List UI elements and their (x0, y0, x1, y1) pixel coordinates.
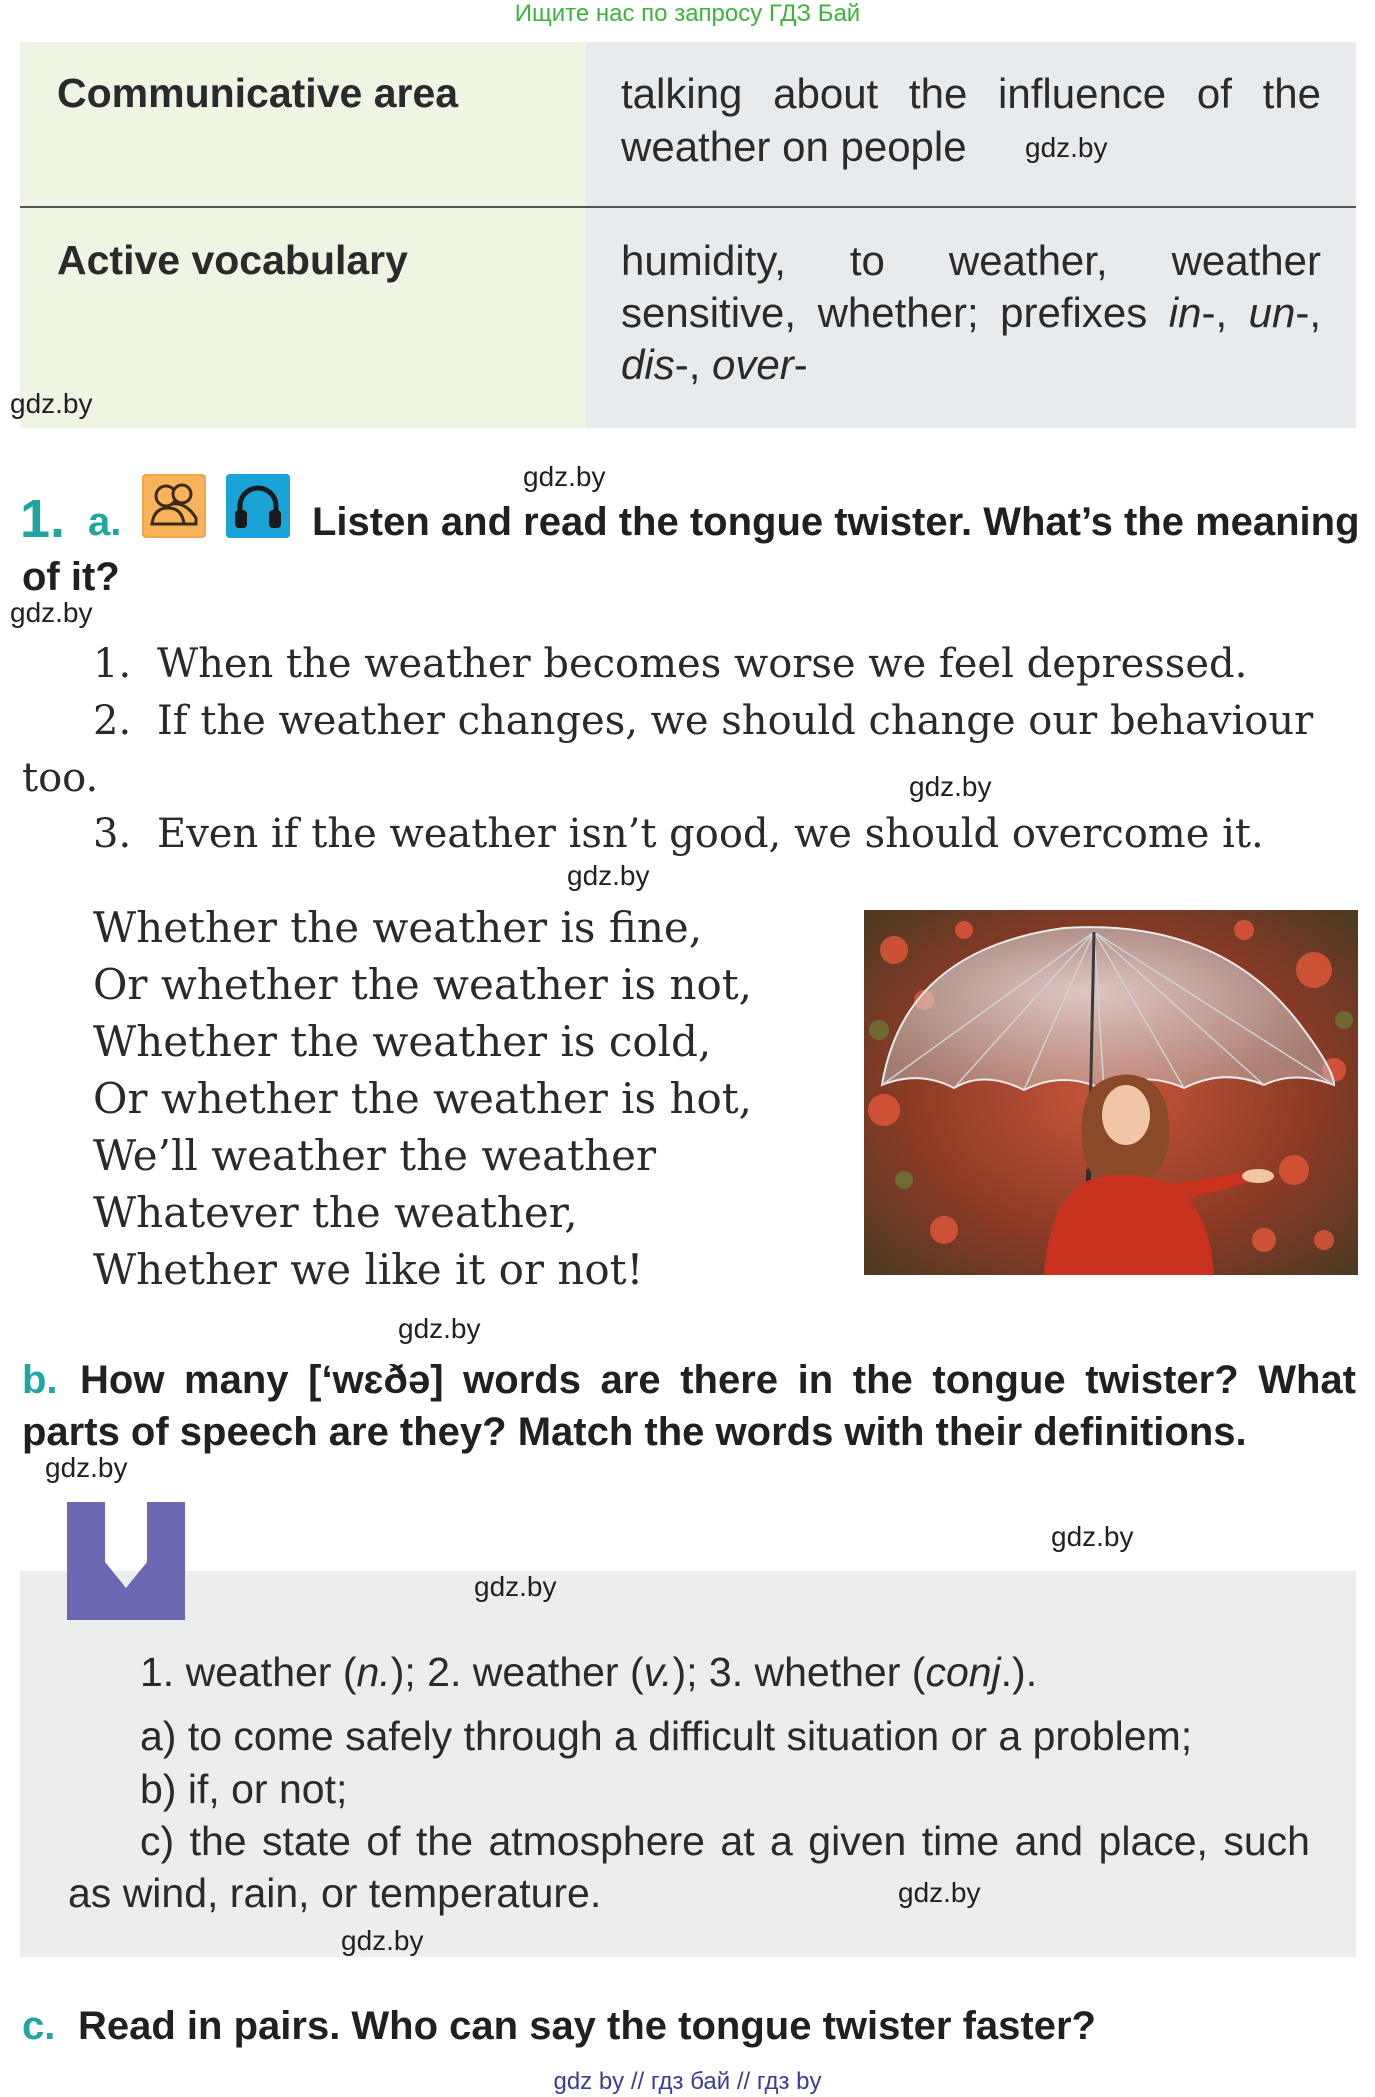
part-c-task: Read in pairs. Who can say the tongue twister faster? (78, 2004, 1096, 2048)
part-b-letter: b. (22, 1358, 58, 1402)
watermark: gdz.by (474, 1571, 557, 1602)
word-3-pos: conj (925, 1649, 1001, 1695)
watermark: gdz.by (1025, 132, 1108, 163)
part-b-task-line-2: parts of speech are they? Match the words with their definitions. (22, 1410, 1247, 1454)
word-list (140, 1649, 1037, 1696)
watermark: gdz.by (523, 461, 606, 492)
part-c-letter: c. (22, 2004, 56, 2048)
definition-c-line-2: as wind, rain, or temperature. (68, 1870, 602, 1916)
option-2-number: 2. (93, 698, 132, 744)
down-arrow-icon (67, 1502, 185, 1620)
active-vocabulary-line-3: dis-, over- (621, 341, 808, 388)
option-2-continuation: too. (22, 755, 99, 801)
watermark: gdz.by (45, 1452, 128, 1483)
poem-line: Or whether the weather is hot, (93, 1074, 753, 1123)
option-1-number: 1. (93, 641, 132, 687)
girl-with-umbrella-photo (864, 910, 1358, 1275)
footer-watermark: gdz by // гдз бай // гдз by (553, 2068, 822, 2095)
part-a-task-line-1: Listen and read the tongue twister. What’s the meaning (312, 500, 1360, 544)
poem-line: Whether the weather is cold, (93, 1017, 712, 1066)
part-a-task-line-2: of it? (22, 555, 120, 599)
watermark: gdz.by (1051, 1521, 1134, 1552)
table-label-cell-communicative (20, 42, 586, 206)
top-banner: Ищите нас по запросу ГДЗ Бай (514, 0, 861, 27)
watermark: gdz.by (567, 860, 650, 891)
watermark: gdz.by (10, 388, 93, 419)
poem-line: We’ll weather the weather (93, 1131, 657, 1180)
watermark: gdz.by (898, 1877, 981, 1908)
word-3-end: .). (1000, 1649, 1038, 1695)
group-work-icon (142, 474, 206, 538)
watermark: gdz.by (10, 597, 93, 628)
word-2: ); 2. weather ( (390, 1649, 644, 1695)
headphones-icon (226, 474, 290, 538)
communicative-area-line-2: weather on people (621, 123, 967, 170)
option-3-text: Even if the weather isn’t good, we should overcome it. (157, 811, 1264, 857)
word-1: 1. weather ( (140, 1649, 357, 1695)
definition-a: a) to come safely through a difficult situation or a problem; (140, 1713, 1193, 1759)
word-3: ); 3. whether ( (672, 1649, 926, 1695)
poem-line: Or whether the weather is not, (93, 960, 753, 1009)
communicative-area-label: Communicative area (57, 70, 459, 116)
active-vocabulary-line-2: sensitive, whether; prefixes in-, un-, (621, 289, 1322, 336)
watermark: gdz.by (909, 771, 992, 802)
option-2-text: If the weather changes, we should change our behaviour (157, 698, 1314, 744)
option-1-text: When the weather becomes worse we feel depressed. (157, 641, 1248, 687)
active-vocabulary-label: Active vocabulary (57, 237, 408, 283)
poem-line: Whether we like it or not! (93, 1245, 644, 1294)
word-1-pos: n. (356, 1649, 391, 1695)
poem-line: Whatever the weather, (93, 1188, 578, 1237)
definition-b: b) if, or not; (140, 1766, 348, 1812)
option-3-number: 3. (93, 811, 132, 857)
watermark: gdz.by (341, 1925, 424, 1956)
poem-line: Whether the weather is fine, (93, 903, 703, 952)
part-a-letter: a. (88, 500, 122, 544)
word-2-pos: v. (643, 1649, 673, 1695)
active-vocabulary-line-1: humidity, to weather, weather (621, 237, 1321, 284)
communicative-area-line-1: talking about the influence of the (621, 70, 1321, 117)
tongue-twister-poem (93, 899, 752, 1298)
exercise-number: 1. (20, 489, 66, 549)
definition-c-line-1: c) the state of the atmosphere at a given time and place, such (140, 1818, 1310, 1864)
part-b-task-line-1: How many [‘wɛðə] words are there in the tongue twister? What (80, 1358, 1356, 1402)
watermark: gdz.by (398, 1313, 481, 1344)
